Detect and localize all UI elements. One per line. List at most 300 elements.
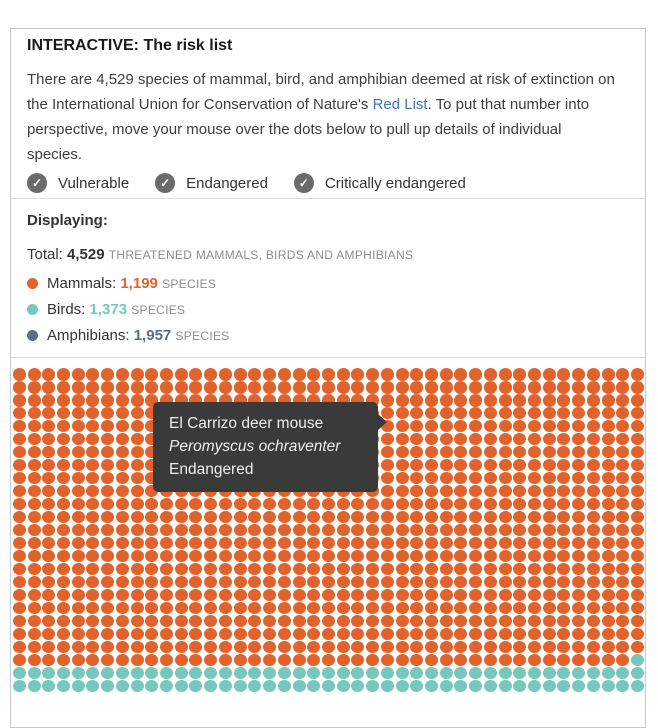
species-dot[interactable] <box>13 537 26 549</box>
species-dot[interactable] <box>557 524 570 536</box>
species-dot[interactable] <box>278 537 291 549</box>
species-dot[interactable] <box>101 524 114 536</box>
species-dot[interactable] <box>572 563 585 575</box>
species-dot[interactable] <box>131 433 144 445</box>
species-dot[interactable] <box>322 615 335 627</box>
species-dot[interactable] <box>28 641 41 653</box>
species-dot[interactable] <box>131 680 144 692</box>
species-dot[interactable] <box>543 498 556 510</box>
species-dot[interactable] <box>337 524 350 536</box>
species-dot[interactable] <box>13 511 26 523</box>
species-dot[interactable] <box>410 472 423 484</box>
species-dot[interactable] <box>381 498 394 510</box>
species-dot[interactable] <box>28 485 41 497</box>
species-dot[interactable] <box>602 433 615 445</box>
species-dot[interactable] <box>72 628 85 640</box>
species-dot[interactable] <box>499 680 512 692</box>
species-dot[interactable] <box>189 524 202 536</box>
species-dot[interactable] <box>484 589 497 601</box>
species-dot[interactable] <box>572 433 585 445</box>
species-dot[interactable] <box>454 511 467 523</box>
species-dot[interactable] <box>572 576 585 588</box>
species-dot[interactable] <box>557 459 570 471</box>
species-dot[interactable] <box>42 602 55 614</box>
species-dot[interactable] <box>131 654 144 666</box>
species-dot[interactable] <box>278 524 291 536</box>
species-dot[interactable] <box>484 667 497 679</box>
species-dot[interactable] <box>484 446 497 458</box>
species-dot[interactable] <box>543 589 556 601</box>
species-dot[interactable] <box>86 576 99 588</box>
species-dot[interactable] <box>484 641 497 653</box>
species-dot[interactable] <box>293 680 306 692</box>
species-dot[interactable] <box>425 641 438 653</box>
species-dot[interactable] <box>160 576 173 588</box>
species-dot[interactable] <box>499 589 512 601</box>
species-dot[interactable] <box>616 680 629 692</box>
species-dot[interactable] <box>425 446 438 458</box>
species-dot[interactable] <box>440 394 453 406</box>
species-dot[interactable] <box>116 576 129 588</box>
species-dot[interactable] <box>72 407 85 419</box>
species-dot[interactable] <box>557 368 570 380</box>
species-dot[interactable] <box>175 511 188 523</box>
species-dot[interactable] <box>160 498 173 510</box>
species-dot[interactable] <box>263 667 276 679</box>
species-dot[interactable] <box>86 602 99 614</box>
species-dot[interactable] <box>116 550 129 562</box>
species-dot[interactable] <box>351 667 364 679</box>
species-dot[interactable] <box>381 446 394 458</box>
species-dot[interactable] <box>425 602 438 614</box>
species-dot[interactable] <box>528 576 541 588</box>
species-dot[interactable] <box>587 654 600 666</box>
species-dot[interactable] <box>410 563 423 575</box>
species-dot[interactable] <box>204 680 217 692</box>
species-dot[interactable] <box>454 576 467 588</box>
species-dot[interactable] <box>293 550 306 562</box>
species-dot[interactable] <box>454 433 467 445</box>
species-dot[interactable] <box>572 368 585 380</box>
species-dot[interactable] <box>410 446 423 458</box>
species-dot[interactable] <box>499 550 512 562</box>
species-dot[interactable] <box>72 498 85 510</box>
species-dot[interactable] <box>131 485 144 497</box>
species-dot[interactable] <box>219 498 232 510</box>
species-dot[interactable] <box>587 485 600 497</box>
species-dot[interactable] <box>57 589 70 601</box>
species-dot[interactable] <box>307 576 320 588</box>
species-dot[interactable] <box>145 381 158 393</box>
species-dot[interactable] <box>631 472 644 484</box>
species-dot[interactable] <box>28 615 41 627</box>
species-dot[interactable] <box>587 576 600 588</box>
species-dot[interactable] <box>278 602 291 614</box>
species-dot[interactable] <box>219 654 232 666</box>
species-dot[interactable] <box>189 498 202 510</box>
species-dot[interactable] <box>454 667 467 679</box>
species-dot[interactable] <box>513 498 526 510</box>
species-dot[interactable] <box>602 459 615 471</box>
species-dot[interactable] <box>616 628 629 640</box>
species-dot[interactable] <box>396 524 409 536</box>
species-dot[interactable] <box>616 498 629 510</box>
species-dot[interactable] <box>484 407 497 419</box>
species-dot[interactable] <box>602 420 615 432</box>
species-dot[interactable] <box>131 667 144 679</box>
species-dot[interactable] <box>557 615 570 627</box>
species-dot[interactable] <box>484 654 497 666</box>
species-dot[interactable] <box>86 446 99 458</box>
species-dot[interactable] <box>57 498 70 510</box>
species-dot[interactable] <box>440 615 453 627</box>
species-dot[interactable] <box>189 537 202 549</box>
species-dot[interactable] <box>116 485 129 497</box>
species-dot[interactable] <box>42 537 55 549</box>
species-dot[interactable] <box>351 576 364 588</box>
species-dot[interactable] <box>631 511 644 523</box>
species-dot[interactable] <box>454 602 467 614</box>
species-dot[interactable] <box>557 420 570 432</box>
filter-critically-endangered[interactable] <box>294 173 466 193</box>
species-dot[interactable] <box>587 667 600 679</box>
species-dot[interactable] <box>572 628 585 640</box>
species-dot[interactable] <box>557 407 570 419</box>
species-dot[interactable] <box>145 537 158 549</box>
species-dot[interactable] <box>616 407 629 419</box>
species-dot[interactable] <box>278 628 291 640</box>
species-dot[interactable] <box>410 537 423 549</box>
species-dot[interactable] <box>116 589 129 601</box>
species-dot[interactable] <box>602 589 615 601</box>
species-dot[interactable] <box>381 654 394 666</box>
species-dot[interactable] <box>72 563 85 575</box>
species-dot[interactable] <box>101 550 114 562</box>
species-dot[interactable] <box>234 589 247 601</box>
species-dot[interactable] <box>28 667 41 679</box>
species-dot[interactable] <box>263 654 276 666</box>
species-dot[interactable] <box>57 537 70 549</box>
species-dot[interactable] <box>86 394 99 406</box>
species-dot[interactable] <box>469 537 482 549</box>
species-dot[interactable] <box>204 667 217 679</box>
species-dot[interactable] <box>293 628 306 640</box>
species-dot[interactable] <box>28 381 41 393</box>
species-dot[interactable] <box>160 563 173 575</box>
species-dot[interactable] <box>513 381 526 393</box>
species-dot[interactable] <box>513 459 526 471</box>
species-dot[interactable] <box>396 485 409 497</box>
species-dot[interactable] <box>337 680 350 692</box>
species-dot[interactable] <box>160 589 173 601</box>
species-dot[interactable] <box>337 602 350 614</box>
species-dot[interactable] <box>204 628 217 640</box>
species-dot[interactable] <box>602 407 615 419</box>
species-dot[interactable] <box>86 472 99 484</box>
species-dot[interactable] <box>454 550 467 562</box>
species-dot[interactable] <box>131 381 144 393</box>
species-dot[interactable] <box>572 511 585 523</box>
species-dot[interactable] <box>189 511 202 523</box>
species-dot[interactable] <box>396 368 409 380</box>
species-dot[interactable] <box>425 368 438 380</box>
species-dot[interactable] <box>57 394 70 406</box>
species-dot[interactable] <box>366 563 379 575</box>
species-dot[interactable] <box>28 680 41 692</box>
species-dot[interactable] <box>410 576 423 588</box>
species-dot[interactable] <box>204 368 217 380</box>
species-dot[interactable] <box>293 381 306 393</box>
species-dot[interactable] <box>322 550 335 562</box>
species-dot[interactable] <box>322 667 335 679</box>
species-dot[interactable] <box>469 407 482 419</box>
species-dot[interactable] <box>396 537 409 549</box>
species-dot[interactable] <box>351 602 364 614</box>
species-dot[interactable] <box>263 537 276 549</box>
species-dot[interactable] <box>557 394 570 406</box>
species-dot[interactable] <box>396 576 409 588</box>
species-dot[interactable] <box>234 550 247 562</box>
species-dot[interactable] <box>28 589 41 601</box>
species-dot[interactable] <box>116 563 129 575</box>
species-dot[interactable] <box>616 602 629 614</box>
species-dot[interactable] <box>72 654 85 666</box>
species-dot[interactable] <box>351 628 364 640</box>
species-dot[interactable] <box>204 524 217 536</box>
species-dot[interactable] <box>440 602 453 614</box>
species-dot[interactable] <box>499 394 512 406</box>
species-dot[interactable] <box>440 589 453 601</box>
species-dot[interactable] <box>425 472 438 484</box>
species-dot[interactable] <box>528 368 541 380</box>
species-dot[interactable] <box>175 498 188 510</box>
species-dot[interactable] <box>204 511 217 523</box>
species-dot[interactable] <box>425 407 438 419</box>
species-dot[interactable] <box>160 680 173 692</box>
species-dot[interactable] <box>28 420 41 432</box>
species-dot[interactable] <box>42 563 55 575</box>
species-dot[interactable] <box>57 602 70 614</box>
species-dot[interactable] <box>381 628 394 640</box>
species-dot[interactable] <box>234 498 247 510</box>
species-dot[interactable] <box>454 524 467 536</box>
species-dot[interactable] <box>440 667 453 679</box>
species-dot[interactable] <box>337 641 350 653</box>
species-dot[interactable] <box>263 602 276 614</box>
species-dot[interactable] <box>499 446 512 458</box>
species-dot[interactable] <box>72 537 85 549</box>
species-dot[interactable] <box>42 472 55 484</box>
species-dot[interactable] <box>513 394 526 406</box>
species-dot[interactable] <box>204 563 217 575</box>
species-dot[interactable] <box>234 524 247 536</box>
species-dot[interactable] <box>396 459 409 471</box>
species-dot[interactable] <box>396 407 409 419</box>
species-dot[interactable] <box>101 537 114 549</box>
species-dot[interactable] <box>381 615 394 627</box>
species-dot[interactable] <box>351 524 364 536</box>
species-dot[interactable] <box>425 524 438 536</box>
species-dot[interactable] <box>587 498 600 510</box>
species-dot[interactable] <box>484 394 497 406</box>
species-dot[interactable] <box>293 667 306 679</box>
species-dot[interactable] <box>469 641 482 653</box>
species-dot[interactable] <box>131 602 144 614</box>
species-dot[interactable] <box>396 381 409 393</box>
species-dot[interactable] <box>425 628 438 640</box>
species-dot[interactable] <box>396 446 409 458</box>
species-dot[interactable] <box>101 446 114 458</box>
species-dot[interactable] <box>616 654 629 666</box>
species-dot[interactable] <box>396 680 409 692</box>
species-dot[interactable] <box>602 498 615 510</box>
species-dot[interactable] <box>189 680 202 692</box>
species-dot[interactable] <box>631 615 644 627</box>
species-dot[interactable] <box>248 368 261 380</box>
species-dot[interactable] <box>86 667 99 679</box>
species-dot[interactable] <box>396 433 409 445</box>
species-dot[interactable] <box>602 368 615 380</box>
species-dot[interactable] <box>484 550 497 562</box>
species-dot[interactable] <box>396 550 409 562</box>
species-dot[interactable] <box>293 576 306 588</box>
species-dot[interactable] <box>602 537 615 549</box>
species-dot[interactable] <box>351 563 364 575</box>
species-dot[interactable] <box>513 615 526 627</box>
species-dot[interactable] <box>28 472 41 484</box>
species-dot[interactable] <box>499 511 512 523</box>
species-dot[interactable] <box>513 563 526 575</box>
species-dot[interactable] <box>307 563 320 575</box>
species-dot[interactable] <box>528 524 541 536</box>
species-dot[interactable] <box>42 420 55 432</box>
species-dot[interactable] <box>440 381 453 393</box>
species-dot[interactable] <box>293 511 306 523</box>
species-dot[interactable] <box>484 628 497 640</box>
species-dot[interactable] <box>469 433 482 445</box>
species-dot[interactable] <box>528 680 541 692</box>
species-dot[interactable] <box>513 511 526 523</box>
species-dot[interactable] <box>116 381 129 393</box>
species-dot[interactable] <box>351 537 364 549</box>
species-dot[interactable] <box>396 628 409 640</box>
species-dot[interactable] <box>543 602 556 614</box>
species-dot[interactable] <box>543 667 556 679</box>
species-dot[interactable] <box>42 615 55 627</box>
species-dot[interactable] <box>631 576 644 588</box>
species-dot[interactable] <box>42 407 55 419</box>
species-dot[interactable] <box>337 589 350 601</box>
species-dot[interactable] <box>587 602 600 614</box>
species-dot[interactable] <box>189 628 202 640</box>
species-dot[interactable] <box>557 628 570 640</box>
species-dot[interactable] <box>131 589 144 601</box>
species-dot[interactable] <box>204 550 217 562</box>
species-dot[interactable] <box>572 381 585 393</box>
species-dot[interactable] <box>587 680 600 692</box>
species-dot[interactable] <box>175 589 188 601</box>
species-dot[interactable] <box>513 628 526 640</box>
species-dot[interactable] <box>101 628 114 640</box>
species-dot[interactable] <box>484 524 497 536</box>
species-dot[interactable] <box>366 381 379 393</box>
species-dot[interactable] <box>499 485 512 497</box>
species-dot[interactable] <box>72 615 85 627</box>
species-dot[interactable] <box>454 381 467 393</box>
species-dot[interactable] <box>396 615 409 627</box>
species-dot[interactable] <box>631 524 644 536</box>
species-dot[interactable] <box>175 628 188 640</box>
species-dot[interactable] <box>484 459 497 471</box>
species-dot[interactable] <box>366 524 379 536</box>
species-dot[interactable] <box>219 368 232 380</box>
species-dot[interactable] <box>469 498 482 510</box>
species-dot[interactable] <box>307 641 320 653</box>
species-dot[interactable] <box>425 485 438 497</box>
species-dot[interactable] <box>131 576 144 588</box>
species-dot[interactable] <box>587 394 600 406</box>
species-dot[interactable] <box>454 459 467 471</box>
species-dot[interactable] <box>440 511 453 523</box>
species-dot[interactable] <box>631 381 644 393</box>
species-dot[interactable] <box>13 550 26 562</box>
species-dot[interactable] <box>13 576 26 588</box>
species-dot[interactable] <box>557 641 570 653</box>
species-dot[interactable] <box>425 589 438 601</box>
species-dot[interactable] <box>337 667 350 679</box>
species-dot[interactable] <box>57 511 70 523</box>
species-dot[interactable] <box>572 498 585 510</box>
species-dot[interactable] <box>381 459 394 471</box>
species-dot[interactable] <box>42 680 55 692</box>
species-dot[interactable] <box>248 524 261 536</box>
species-dot[interactable] <box>86 368 99 380</box>
species-dot[interactable] <box>116 368 129 380</box>
species-dot[interactable] <box>204 654 217 666</box>
species-dot[interactable] <box>263 524 276 536</box>
species-dot[interactable] <box>57 680 70 692</box>
species-dot[interactable] <box>219 563 232 575</box>
species-dot[interactable] <box>351 641 364 653</box>
species-dot[interactable] <box>557 433 570 445</box>
species-dot[interactable] <box>57 407 70 419</box>
species-dot[interactable] <box>322 563 335 575</box>
species-dot[interactable] <box>440 433 453 445</box>
species-dot[interactable] <box>410 628 423 640</box>
species-dot[interactable] <box>307 654 320 666</box>
species-dot[interactable] <box>175 550 188 562</box>
species-dot[interactable] <box>557 511 570 523</box>
species-dot[interactable] <box>572 446 585 458</box>
species-dot[interactable] <box>293 563 306 575</box>
species-dot[interactable] <box>543 420 556 432</box>
species-dot[interactable] <box>116 472 129 484</box>
species-dot[interactable] <box>322 589 335 601</box>
species-dot[interactable] <box>484 680 497 692</box>
species-dot[interactable] <box>469 524 482 536</box>
species-dot[interactable] <box>263 576 276 588</box>
species-dot[interactable] <box>131 472 144 484</box>
species-dot[interactable] <box>454 589 467 601</box>
species-dot[interactable] <box>175 680 188 692</box>
species-dot[interactable] <box>219 615 232 627</box>
species-dot[interactable] <box>440 641 453 653</box>
species-dot[interactable] <box>425 537 438 549</box>
species-dot[interactable] <box>219 550 232 562</box>
species-dot[interactable] <box>469 472 482 484</box>
species-dot[interactable] <box>528 654 541 666</box>
species-dot[interactable] <box>602 602 615 614</box>
